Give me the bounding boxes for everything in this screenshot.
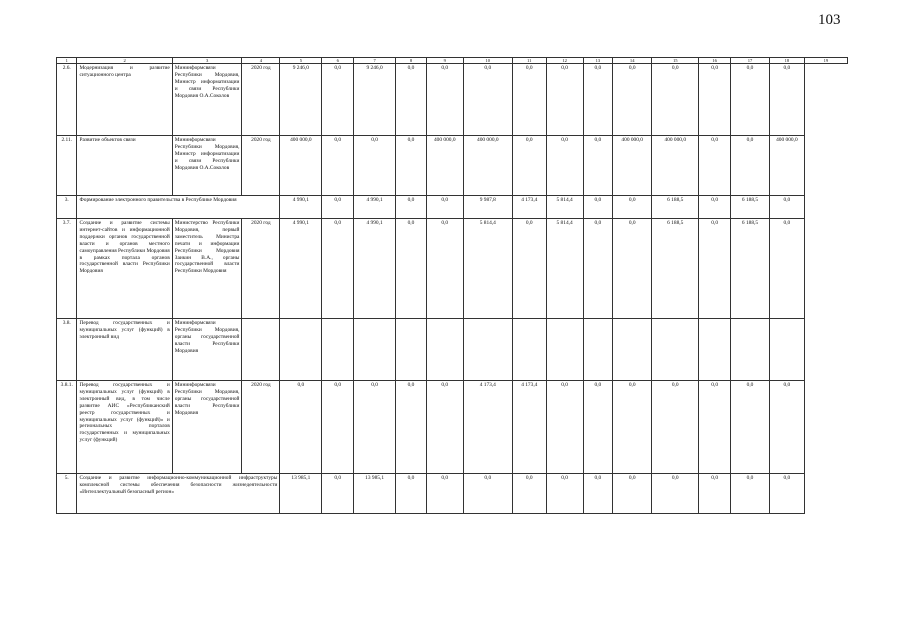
amount-cell: 0,0 xyxy=(769,219,804,319)
year: 2020 год xyxy=(242,136,280,196)
amount-cell: 0,0 xyxy=(426,474,463,514)
amount-cell xyxy=(280,319,322,381)
amount-cell: 5 814,4 xyxy=(546,196,583,219)
row-number: 3. xyxy=(57,196,77,219)
table-row xyxy=(57,219,848,319)
amount-cell: 5 814,4 xyxy=(463,219,512,319)
amount-cell xyxy=(769,319,804,381)
amount-cell: 400 000,0 xyxy=(426,136,463,196)
executor: Мининформсвязи Республики Мордовия, Министр информатизации и связи Республики Мордовия О.А.Соколов xyxy=(172,64,242,136)
amount-cell xyxy=(322,319,354,381)
column-number: 11 xyxy=(512,58,546,64)
amount-cell: 0,0 xyxy=(769,381,804,474)
event-name: Перевод государственных и муниципальных услуг (функций) в электронный вид xyxy=(77,319,172,381)
executor: Мининформсвязи Республики Мордовия, органы государственной власти Республики Мордовия xyxy=(172,381,242,474)
amount-cell: 0,0 xyxy=(322,136,354,196)
amount-cell: 0,0 xyxy=(652,381,699,474)
table-row xyxy=(57,319,848,381)
amount-cell: 0,0 xyxy=(426,219,463,319)
amount-cell: 400 000,0 xyxy=(652,136,699,196)
amount-cell: 400 000,0 xyxy=(463,136,512,196)
amount-cell xyxy=(463,319,512,381)
table-row xyxy=(57,64,848,136)
amount-cell: 4 990,1 xyxy=(354,196,396,219)
amount-cell: 0,0 xyxy=(322,474,354,514)
amount-cell: 400 000,0 xyxy=(280,136,322,196)
row-number: 3.8. xyxy=(57,319,77,381)
amount-cell: 0,0 xyxy=(322,219,354,319)
amount-cell: 4 990,1 xyxy=(280,219,322,319)
table-row xyxy=(57,136,848,196)
amount-cell: 0,0 xyxy=(322,381,354,474)
column-number: 15 xyxy=(652,58,699,64)
table-row xyxy=(57,196,848,219)
page-number: 103 xyxy=(818,12,841,28)
column-number: 2 xyxy=(77,58,172,64)
amount-cell: 6 188,5 xyxy=(731,219,770,319)
amount-cell: 0,0 xyxy=(322,64,354,136)
amount-cell: 4 173,4 xyxy=(463,381,512,474)
amount-cell: 0,0 xyxy=(396,196,427,219)
amount-cell: 0,0 xyxy=(613,196,652,219)
amount-cell: 0,0 xyxy=(699,474,731,514)
column-number: 5 xyxy=(280,58,322,64)
column-number: 1 xyxy=(57,58,77,64)
amount-cell: 0,0 xyxy=(512,64,546,136)
amount-cell: 0,0 xyxy=(731,474,770,514)
amount-cell: 0,0 xyxy=(769,64,804,136)
amount-cell: 0,0 xyxy=(322,196,354,219)
amount-cell: 0,0 xyxy=(583,219,613,319)
column-number: 14 xyxy=(613,58,652,64)
amount-cell xyxy=(354,319,396,381)
amount-cell: 0,0 xyxy=(354,381,396,474)
amount-cell: 0,0 xyxy=(583,136,613,196)
amount-cell: 0,0 xyxy=(731,381,770,474)
amount-cell: 0,0 xyxy=(546,64,583,136)
table-row xyxy=(57,381,848,474)
amount-cell: 0,0 xyxy=(613,64,652,136)
amount-cell: 400 000,0 xyxy=(769,136,804,196)
amount-cell: 0,0 xyxy=(699,136,731,196)
amount-cell: 0,0 xyxy=(280,381,322,474)
budget-table xyxy=(56,57,848,514)
year: 2020 год xyxy=(242,219,280,319)
amount-cell: 6 188,5 xyxy=(652,196,699,219)
column-number: 6 xyxy=(322,58,354,64)
amount-cell: 0,0 xyxy=(613,474,652,514)
amount-cell: 0,0 xyxy=(396,136,427,196)
amount-cell: 6 188,5 xyxy=(731,196,770,219)
amount-cell: 0,0 xyxy=(731,136,770,196)
year xyxy=(242,319,280,381)
amount-cell: 0,0 xyxy=(396,381,427,474)
row-title: Создание и развитие информационно-коммуникационной инфраструктуры комплексной системы обеспечения безопасности жизнедеятельности «Интеллектуальный безопасный регион» xyxy=(77,474,280,514)
event-name: Создание и развитие системы интернет-сайтов и информационной поддержки органов государственной власти и органов местного самоуправления Республики Мордовия в рамках портала органов государственной власти Республики Мордовия xyxy=(77,219,172,319)
amount-cell: 4 990,1 xyxy=(280,196,322,219)
executor: Министерство Республики Мордовия, первый заместитель Министра печати и информации Республики Мордовия Заикин В.А., органы государственной власти Республики Мордовия xyxy=(172,219,242,319)
amount-cell xyxy=(613,319,652,381)
amount-cell: 0,0 xyxy=(463,64,512,136)
column-number: 10 xyxy=(463,58,512,64)
amount-cell: 0,0 xyxy=(699,219,731,319)
amount-cell: 0,0 xyxy=(396,474,427,514)
year: 2020 год xyxy=(242,64,280,136)
amount-cell: 0,0 xyxy=(652,474,699,514)
column-number: 8 xyxy=(396,58,427,64)
amount-cell xyxy=(512,319,546,381)
amount-cell xyxy=(396,319,427,381)
amount-cell: 0,0 xyxy=(354,136,396,196)
row-title: Формирование электронного правительства в Республике Мордовия xyxy=(77,196,280,219)
amount-cell: 13 985,1 xyxy=(354,474,396,514)
amount-cell xyxy=(652,319,699,381)
amount-cell xyxy=(699,319,731,381)
row-number: 2.11. xyxy=(57,136,77,196)
amount-cell: 0,0 xyxy=(396,64,427,136)
amount-cell: 0,0 xyxy=(426,381,463,474)
event-name: Перевод государственных и муниципальных услуг (функций) в электронный вид, в том числе развитие АИС «Республиканский реестр государственных и муниципальных услуг (функций)» и региональных порталов государственных и муниципальных услуг (функций) xyxy=(77,381,172,474)
amount-cell: 0,0 xyxy=(512,474,546,514)
column-number: 9 xyxy=(426,58,463,64)
amount-cell: 0,0 xyxy=(583,381,613,474)
column-number: 3 xyxy=(172,58,242,64)
column-number: 17 xyxy=(731,58,770,64)
column-number: 19 xyxy=(804,58,847,64)
amount-cell: 9 246,0 xyxy=(354,64,396,136)
amount-cell: 0,0 xyxy=(426,64,463,136)
amount-cell: 4 173,4 xyxy=(512,196,546,219)
amount-cell: 400 000,0 xyxy=(613,136,652,196)
amount-cell: 5 814,4 xyxy=(546,219,583,319)
amount-cell: 0,0 xyxy=(699,196,731,219)
amount-cell: 0,0 xyxy=(699,381,731,474)
amount-cell: 0,0 xyxy=(731,64,770,136)
row-number: 2.6. xyxy=(57,64,77,136)
amount-cell: 9 246,0 xyxy=(280,64,322,136)
event-name: Развитие объектов связи xyxy=(77,136,172,196)
amount-cell: 0,0 xyxy=(769,474,804,514)
table-row xyxy=(57,474,848,514)
amount-cell: 0,0 xyxy=(652,64,699,136)
amount-cell: 0,0 xyxy=(512,136,546,196)
amount-cell xyxy=(583,319,613,381)
amount-cell: 4 173,4 xyxy=(512,381,546,474)
amount-cell: 9 987,8 xyxy=(463,196,512,219)
amount-cell: 0,0 xyxy=(546,474,583,514)
amount-cell: 0,0 xyxy=(613,219,652,319)
amount-cell: 0,0 xyxy=(613,381,652,474)
amount-cell: 0,0 xyxy=(512,219,546,319)
amount-cell xyxy=(426,319,463,381)
amount-cell: 13 985,1 xyxy=(280,474,322,514)
amount-cell: 0,0 xyxy=(583,64,613,136)
amount-cell: 0,0 xyxy=(396,219,427,319)
amount-cell: 0,0 xyxy=(769,196,804,219)
amount-cell: 0,0 xyxy=(699,64,731,136)
amount-cell: 6 188,5 xyxy=(652,219,699,319)
row-number: 3.7. xyxy=(57,219,77,319)
executor: Мининформсвязи Республики Мордовия, органы государственной власти Республики Мордовия xyxy=(172,319,242,381)
amount-cell xyxy=(731,319,770,381)
amount-cell: 0,0 xyxy=(583,474,613,514)
column-number: 18 xyxy=(769,58,804,64)
event-name: Модернизация и развитие ситуационного центра xyxy=(77,64,172,136)
amount-cell: 0,0 xyxy=(426,196,463,219)
amount-cell: 0,0 xyxy=(546,136,583,196)
year: 2020 год xyxy=(242,381,280,474)
column-number: 13 xyxy=(583,58,613,64)
row-number: 3.8.1. xyxy=(57,381,77,474)
column-number: 7 xyxy=(354,58,396,64)
amount-cell xyxy=(546,319,583,381)
column-number: 16 xyxy=(699,58,731,64)
executor: Мининформсвязи Республики Мордовия, Министр информатизации и связи Республики Мордовия О.А.Соколов xyxy=(172,136,242,196)
amount-cell: 4 990,1 xyxy=(354,219,396,319)
amount-cell: 0,0 xyxy=(546,381,583,474)
column-number: 4 xyxy=(242,58,280,64)
amount-cell: 0,0 xyxy=(583,196,613,219)
row-number: 5. xyxy=(57,474,77,514)
amount-cell: 0,0 xyxy=(463,474,512,514)
column-number: 12 xyxy=(546,58,583,64)
